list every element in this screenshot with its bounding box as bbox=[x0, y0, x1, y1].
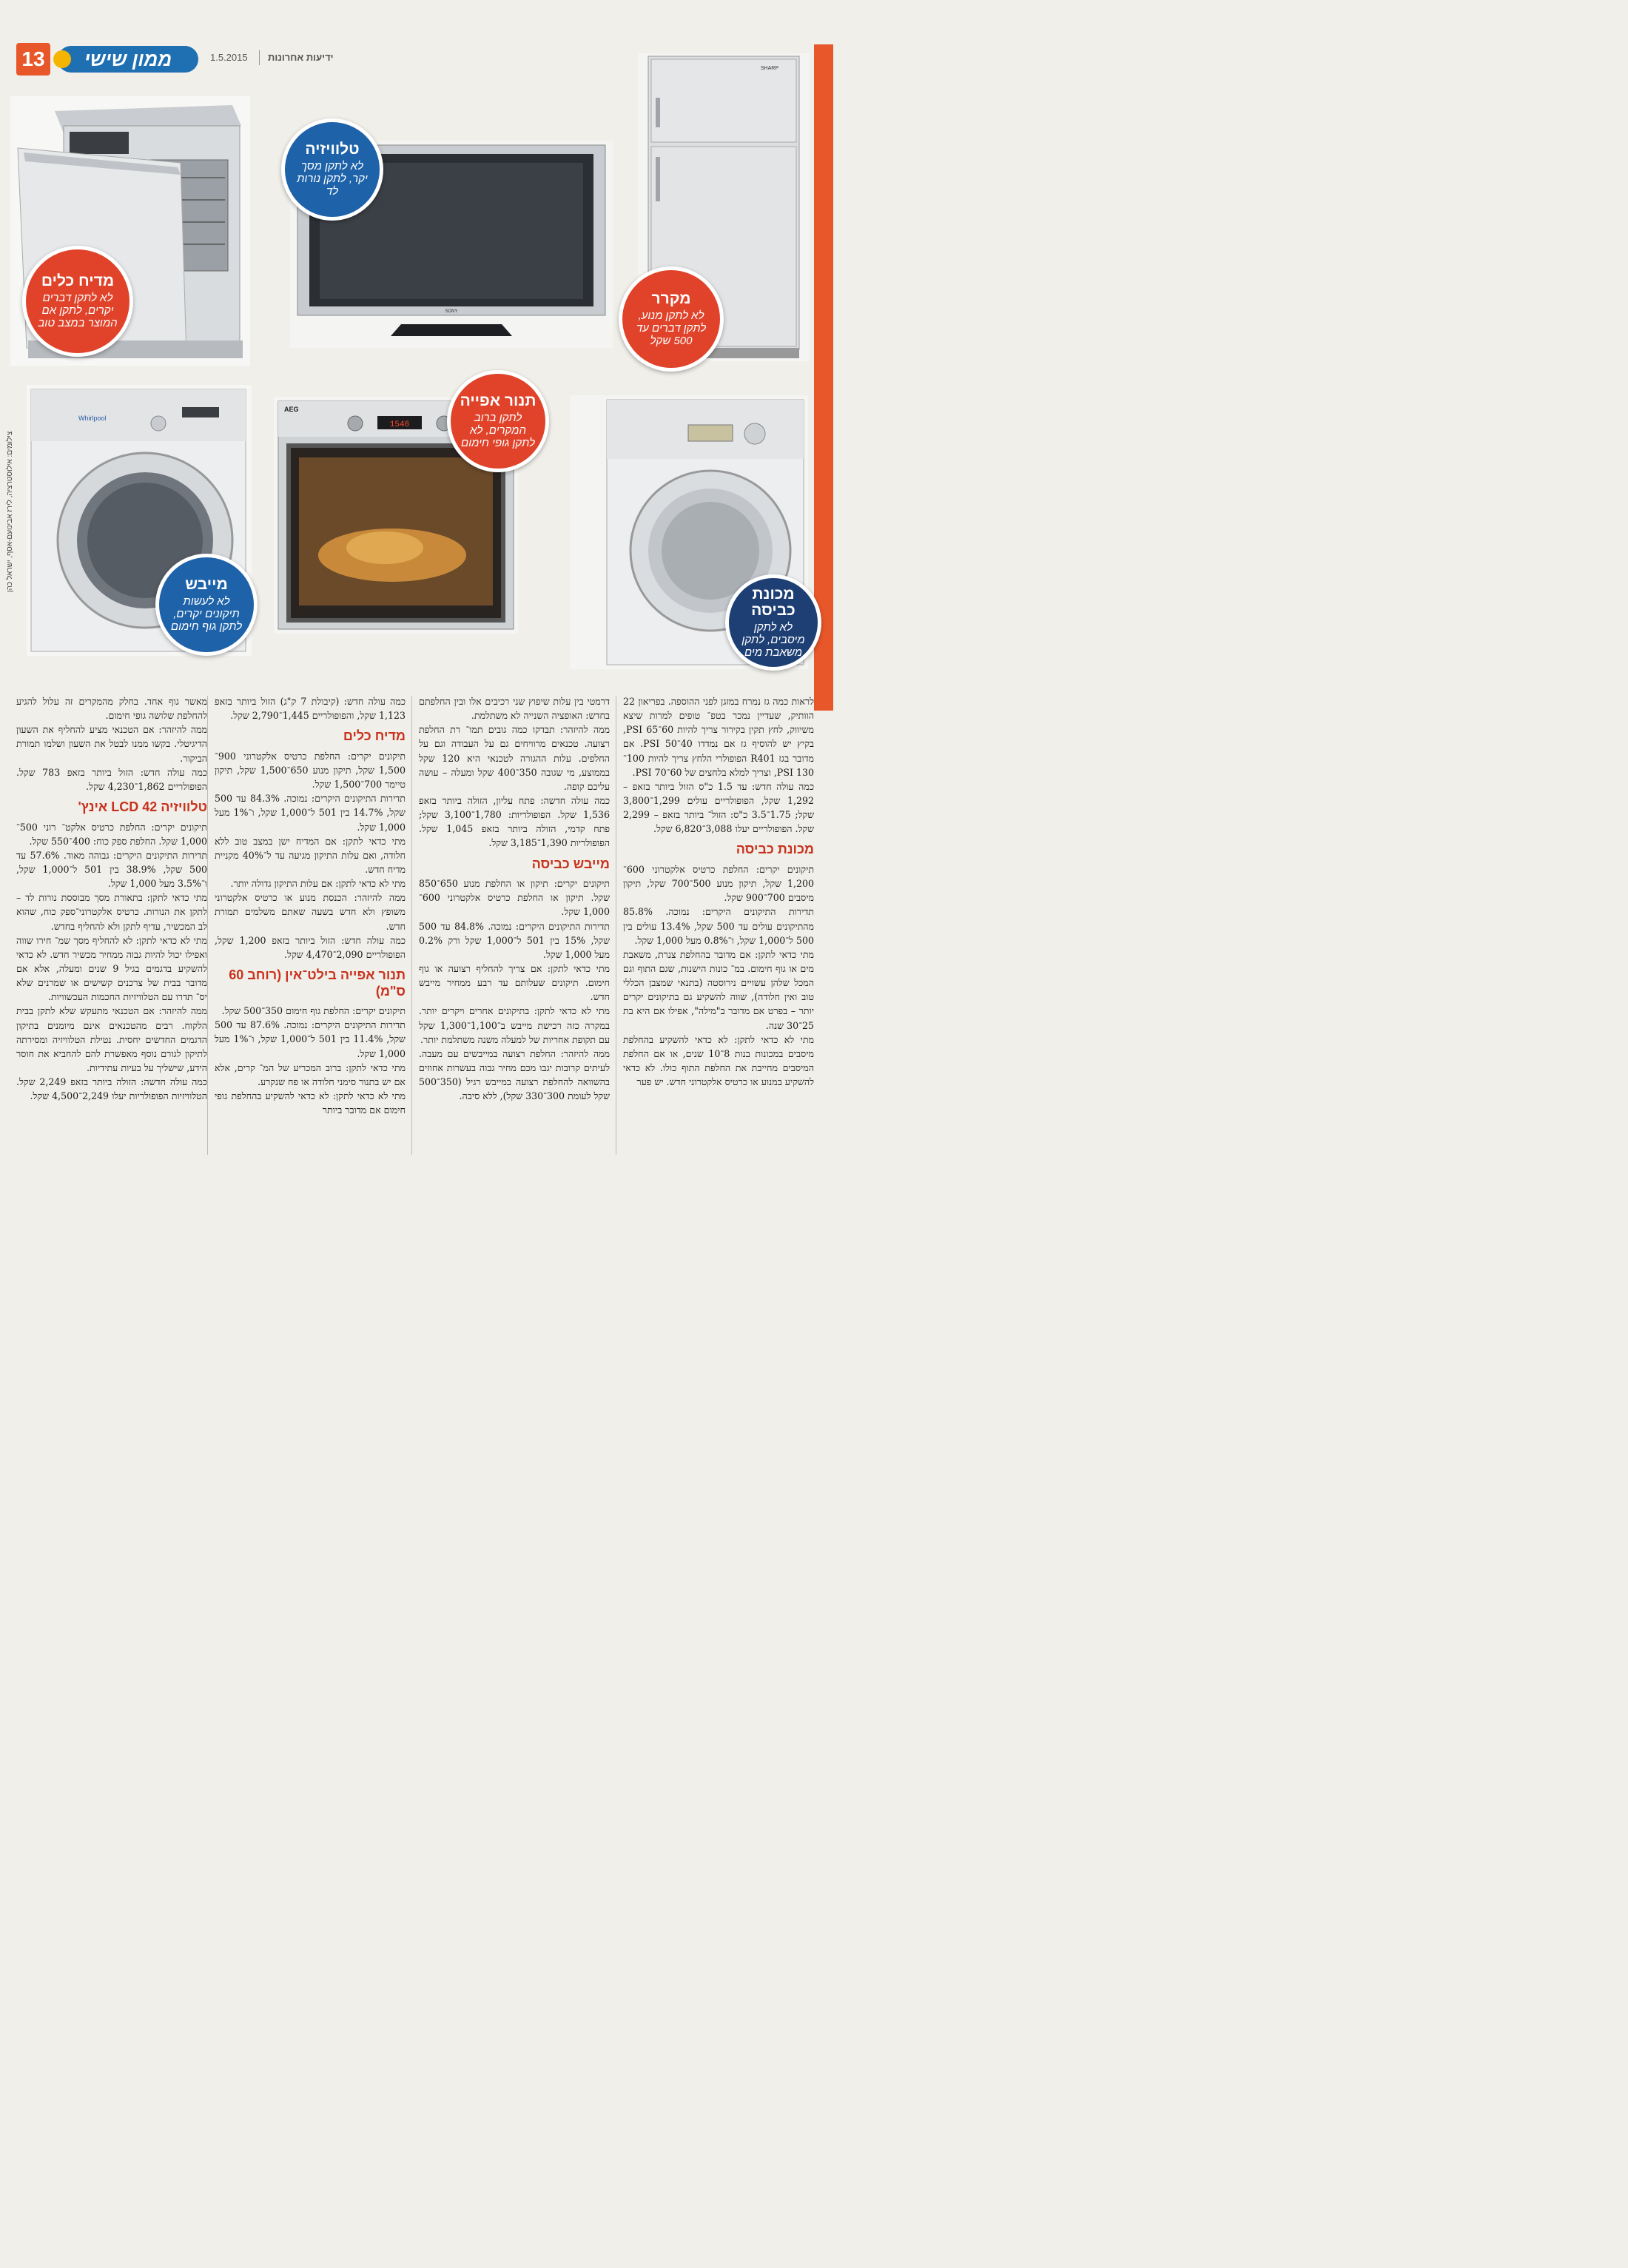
section-heading-dryer: מייבש כביסה bbox=[531, 856, 610, 871]
paragraph: תיקונים יקרים: החלפת כרטיס אלקט־ רוני 500־1,000 שקל. החלפת ספק כוח: 400־550 שקל. bbox=[16, 821, 207, 847]
tv-brand-label: SONY bbox=[445, 309, 458, 314]
section-heading-washer: מכונת כביסה bbox=[736, 842, 814, 857]
photo-credit: צילומים: אילוסטרציה, לירז אבינועם-אסף, ישראל כהן bbox=[6, 431, 14, 592]
oven-brand-label: AEG bbox=[284, 406, 299, 413]
paragraph: תדירות התיקונים היקרים: נמוכה. 85.8% מהתיקונים עולים עד 500 שקל, 13.4% עולים בין 500 ל־1,000 שקל, ו־0.8% מעל 1,000 שקל. bbox=[623, 906, 814, 946]
paragraph: כמה עולה חדש: הזול ביותר בזאפ 1,200 שקל, הפופולריים 2,090־4,470 שקל. bbox=[215, 934, 406, 960]
badge-dishwasher bbox=[22, 246, 133, 357]
badge-dishwasher-sub: לא לתקן דברים יקרים, לתקן אם המוצר במצב טוב bbox=[38, 291, 118, 330]
badge-oven-sub: לתקן ברוב המקרים, לא לתקן גופי חימום bbox=[461, 411, 535, 450]
badge-fridge bbox=[619, 266, 724, 372]
badge-dryer-sub: לא לעשות תיקונים יקרים, לתקן גוף חימום bbox=[170, 594, 243, 634]
oven-display: 1546 bbox=[389, 420, 410, 429]
paragraph: ממה להיזהר: תבדקו כמה גובים תמו־ רת החלפת רצועה. טכנאים מרוויחים גם על העבודה וגם על החלפים. עלות ההגורה לטכנאי היא 120 שקל בממוצע, מי שגובה 350־400 שקל ומעלה – עושה עליכם קופה. bbox=[419, 724, 610, 792]
paragraph: מתי כדאי לתקן: ברוב המכריע של המ־ קרים, אלא אם יש בתנור סימני חלודה או פח שנקרע. bbox=[215, 1061, 406, 1087]
paragraph: מתי לא כדאי לתקן: לא להחליף מסך שמ־ חירו שווה ואפילו יכול להיות גבוה ממחיר מכשיר חדש. לא כדאי להשקיע בדגמים בגיל 9 שנים ומעלה, אלא אם מדובר בבית של צרכנים קשישים או שמרנים שלא יס־ תדרו עם הטלוויזיות החכמות העכשוויות. bbox=[16, 934, 207, 1003]
paragraph: כמה עולה חדשה: פתח עליון, הזולה ביותר בזאפ 1,536 שקל. הפופולריות: 1,780־3,100 שקל; פתח קדמי, הזולה ביותר בזאפ 1,045 שקל. הפופולריות 1,390־3,185 שקל. bbox=[419, 794, 610, 849]
article-column-3 bbox=[215, 694, 406, 1161]
paragraph: תיקונים יקרים: תיקון או החלפת מנוע 650־850 שקל. תיקון או החלפת כרטיס אלקטרוני 600־1,000 שקל. bbox=[419, 878, 610, 918]
page-number: 13 bbox=[16, 43, 50, 76]
paragraph: תיקונים יקרים: החלפת כרטיס אלקטרוני 900־1,500 שקל, תיקון מנוע 650־1,500 שקל, תיקון טיימר 700־1,500 שקל. bbox=[215, 750, 406, 791]
badge-oven-title: תנור אפייה bbox=[460, 392, 536, 409]
issue-date: 1.5.2015 bbox=[210, 52, 248, 63]
paragraph: מתי לא כדאי לתקן: לא כדאי להשקיע בהחלפת גופי חימום אם מדובר ביותר bbox=[215, 1090, 406, 1116]
badge-fridge-sub: לא לתקן מנוע, לתקן דברים עד 500 שקל bbox=[636, 309, 707, 348]
paragraph: ממה להיזהר: החלפת רצועה במייבשים עם מעבה. לעיתים קרובות יגבו מכם מחיר גבוה בעשרות אחוזים בהשוואה להחלפת רצועה במייבש רגיל (350־500 שקל לעומת 300־330 שקל), ללא סיבה. bbox=[419, 1047, 610, 1102]
section-heading-dishwasher: מדיח כלים bbox=[343, 728, 406, 744]
dryer-brand-label: Whirlpool bbox=[78, 415, 107, 422]
fridge-brand-label: SHARP bbox=[760, 66, 778, 71]
badge-washer-title: מכונת כביסה bbox=[751, 585, 796, 619]
section-heading-tv: טלוויזיה LCD 42 אינץ' bbox=[78, 799, 207, 814]
paragraph: מתי לא כדאי לתקן: בתיקונים אחרים ויקרים יותר. במקרה כזה רכישת מייבש ב־1,100־1,300 שקל עם תקופת אחריות של למעלה משנה משתלמת יותר. bbox=[419, 1005, 610, 1045]
paragraph: תיקונים יקרים: החלפת גוף חימום 350־500 שקל. bbox=[221, 1005, 406, 1017]
paragraph: תדירות התיקונים היקרים: נמוכה. 84.3% עד 500 שקל, 14.7% בין 501 ל־1,000 שקל, ו־1% מעל 1,000 שקל. bbox=[215, 793, 406, 833]
article-column-2 bbox=[419, 694, 610, 1161]
badge-oven bbox=[447, 370, 549, 472]
badge-tv bbox=[281, 118, 383, 221]
paragraph: תדירות התיקונים היקרים: נמוכה. 84.8% עד 500 שקל, 15% בין 501 ל־1,000 שקל ורק 0.2% מעל 1,000 שקל. bbox=[419, 920, 610, 960]
badge-fridge-title: מקרר bbox=[651, 289, 691, 307]
paragraph: מתי לא כדאי לתקן: לא כדאי להשקיע בהחלפת מיסבים במכונות בנות 8־10 שנים, או אם החלפת המיסבים מחייבת את החלפת התוף כולו. לא כדאי להשקיע במנוע או כרטיס אלקטרוני חדש. יש פער bbox=[623, 1033, 814, 1088]
paragraph: ממה להיזהר: אם הטכנאי מתעקש שלא לתקן בבית הלקוח. רבים מהטכנאים אינם מיומנים בתיקון הדגמים החדשים יחסית. נטילת הטלוויזיה ומסירתה לתיקון לגורם נוסף מאפשרת להם להחביא את חוסר הידע, שישליך על בעיות עתידיות. bbox=[16, 1005, 207, 1073]
badge-dryer bbox=[155, 554, 258, 656]
paragraph: מאשר גוף אחד. בחלק מהמקרים זה עלול להגיע להחלפת שלושה גופי חימום. bbox=[16, 696, 207, 722]
paragraph: כמה עולה חדשה: הזולה ביותר בזאפ 2,249 שקל. הטלוויזיות הפופולריות יעלו 2,249־4,500 שקל. bbox=[16, 1076, 207, 1102]
article-column-4 bbox=[16, 694, 207, 1161]
section-brand-label: ממון שישי bbox=[84, 47, 172, 70]
article-column-1 bbox=[623, 694, 814, 1161]
paragraph: דרמטי בין עלות שיפוץ שני רכיבים אלו ובין החלפתם בחדש: האופציה השנייה לא משתלמת. bbox=[419, 696, 610, 722]
brand-dot-icon bbox=[53, 50, 71, 68]
badge-dryer-title: מייבש bbox=[185, 575, 228, 593]
section-brand bbox=[58, 46, 198, 73]
page-header bbox=[16, 43, 342, 76]
header-divider bbox=[259, 50, 260, 65]
paragraph: ממה להיזהר: אם הטכנאי מציע להחליף את השעון הדיגיטלי. בקשו ממנו לבטל את השעון ושלמו תמורת הביקור. bbox=[16, 724, 207, 764]
badge-dishwasher-title: מדיח כלים bbox=[41, 272, 115, 289]
paragraph: תדירות התיקונים היקרים: גבוהה מאוד. 57.6% עד 500 שקל, 38.9% בין 501 ל־1,000 שקל, ו־3.5% מעל 1,000 שקל. bbox=[16, 849, 207, 890]
section-heading-oven: תנור אפייה בילט־אין (רוחב 60 ס"מ) bbox=[229, 967, 406, 999]
paragraph: מתי כדאי לתקן: אם מדובר בהחלפת צנרת, משאבת מים או גוף חימום. במ־ כונות הישנות, שגם התוף וגם המכל שלהן עשויים נירוסטה (בתנאי שמצבן הכללי טוב ואין חלודה), שווה להשקיע גם בתיקונים יקרים יותר – בפרט אם מדובר ב"מילה", אפילו אם היא בת 25־30 שנה. bbox=[623, 948, 814, 1031]
column-divider bbox=[411, 696, 412, 1155]
paragraph: מתי כדאי לתקן: אם צריך להחליף רצועה או גוף חימום. תיקונים שעלותם עד רבע ממחיר מייבש חדש. bbox=[419, 962, 610, 1003]
badge-washer-sub: לא לתקן מיסבים, לתקן משאבת מים bbox=[741, 620, 805, 660]
newspaper-name: ידיעות אחרונות bbox=[268, 52, 334, 63]
paragraph: כמה עולה חדש: עד 1.5 כ"ס הזול ביותר בזאפ – 1,292 שקל, הפופולריים עולים 1,299־3,800 שקל; 1.75־3.5 כ"ס: הזול־ ביותר בזאפ – 2,299 שקל. הפופולריים יעלו 3,088־6,820 שקל. bbox=[623, 780, 814, 835]
paragraph: כמה עולה חדש: (קיבולת 7 ק"ג) הזול ביותר בזאפ 1,123 שקל, והפופולריים 1,445־2,790 שקל. bbox=[215, 696, 406, 722]
paragraph: מתי לא כדאי לתקן: אם עלות התיקון גדולה יותר. bbox=[230, 878, 406, 890]
paragraph: תדירות התיקונים היקרים: נמוכה. 87.6% עד 500 שקל, 11.4% בין 501 ל־1,000 שקל, ו־1% מעל 1,000 שקל. bbox=[215, 1019, 406, 1059]
badge-tv-title: טלוויזיה bbox=[305, 140, 360, 158]
paragraph: לראות כמה גז נמרח במזגן לפני ההוספה. בפריאון 22 הוותיק, שעדיין נמכר בטפ־ טופים למרות שיצא משיווק, לחץ תקין בקירור צריך להיות 60־65 PSI, בקיץ יש להוסיף גז אם נמדדו 40־50 PSI. אם מדובר בגז R401 הפופולרי הלחץ צריך להיות 100־130 PSI, וצריך למלא בלחצים של 60־70 PSI. bbox=[623, 696, 814, 778]
paragraph: ממה להיזהר: הכנסת מנוע או כרטיס אלקטרוני משופץ ולא חדש בשעה שאתם משלמים תמורת חדש. bbox=[215, 892, 406, 932]
paragraph: מתי כדאי לתקן: אם המדיח ישן במצב טוב ללא חלודה, ואם עלות התיקון מגיעה עד ל־40% מקניית מדיח חדש. bbox=[215, 835, 406, 875]
badge-washer bbox=[725, 574, 821, 671]
column-divider bbox=[207, 696, 208, 1155]
paragraph: מתי כדאי לתקן: בתאורת מסך מבוססת נורות לד – לתקן את הנורות. כרטיס אלקטרוני־ספק כוח, שהוא לב המכשיר, עדיף לתקן ולא להחליף בחדש. bbox=[16, 892, 207, 932]
paragraph: תיקונים יקרים: החלפת כרטיס אלקטרוני 600־1,200 שקל, תיקון מנוע 500־700 שקל, תיקון מיסבים 700־900 שקל. bbox=[623, 864, 814, 904]
paragraph: כמה עולה חדש: הזול ביותר בזאפ 783 שקל. הפופולריים 1,862־4,230 שקל. bbox=[16, 766, 207, 792]
badge-tv-sub: לא לתקן מסך יקר, לתקן נורות לד bbox=[297, 159, 368, 198]
newspaper-page bbox=[0, 0, 833, 1161]
